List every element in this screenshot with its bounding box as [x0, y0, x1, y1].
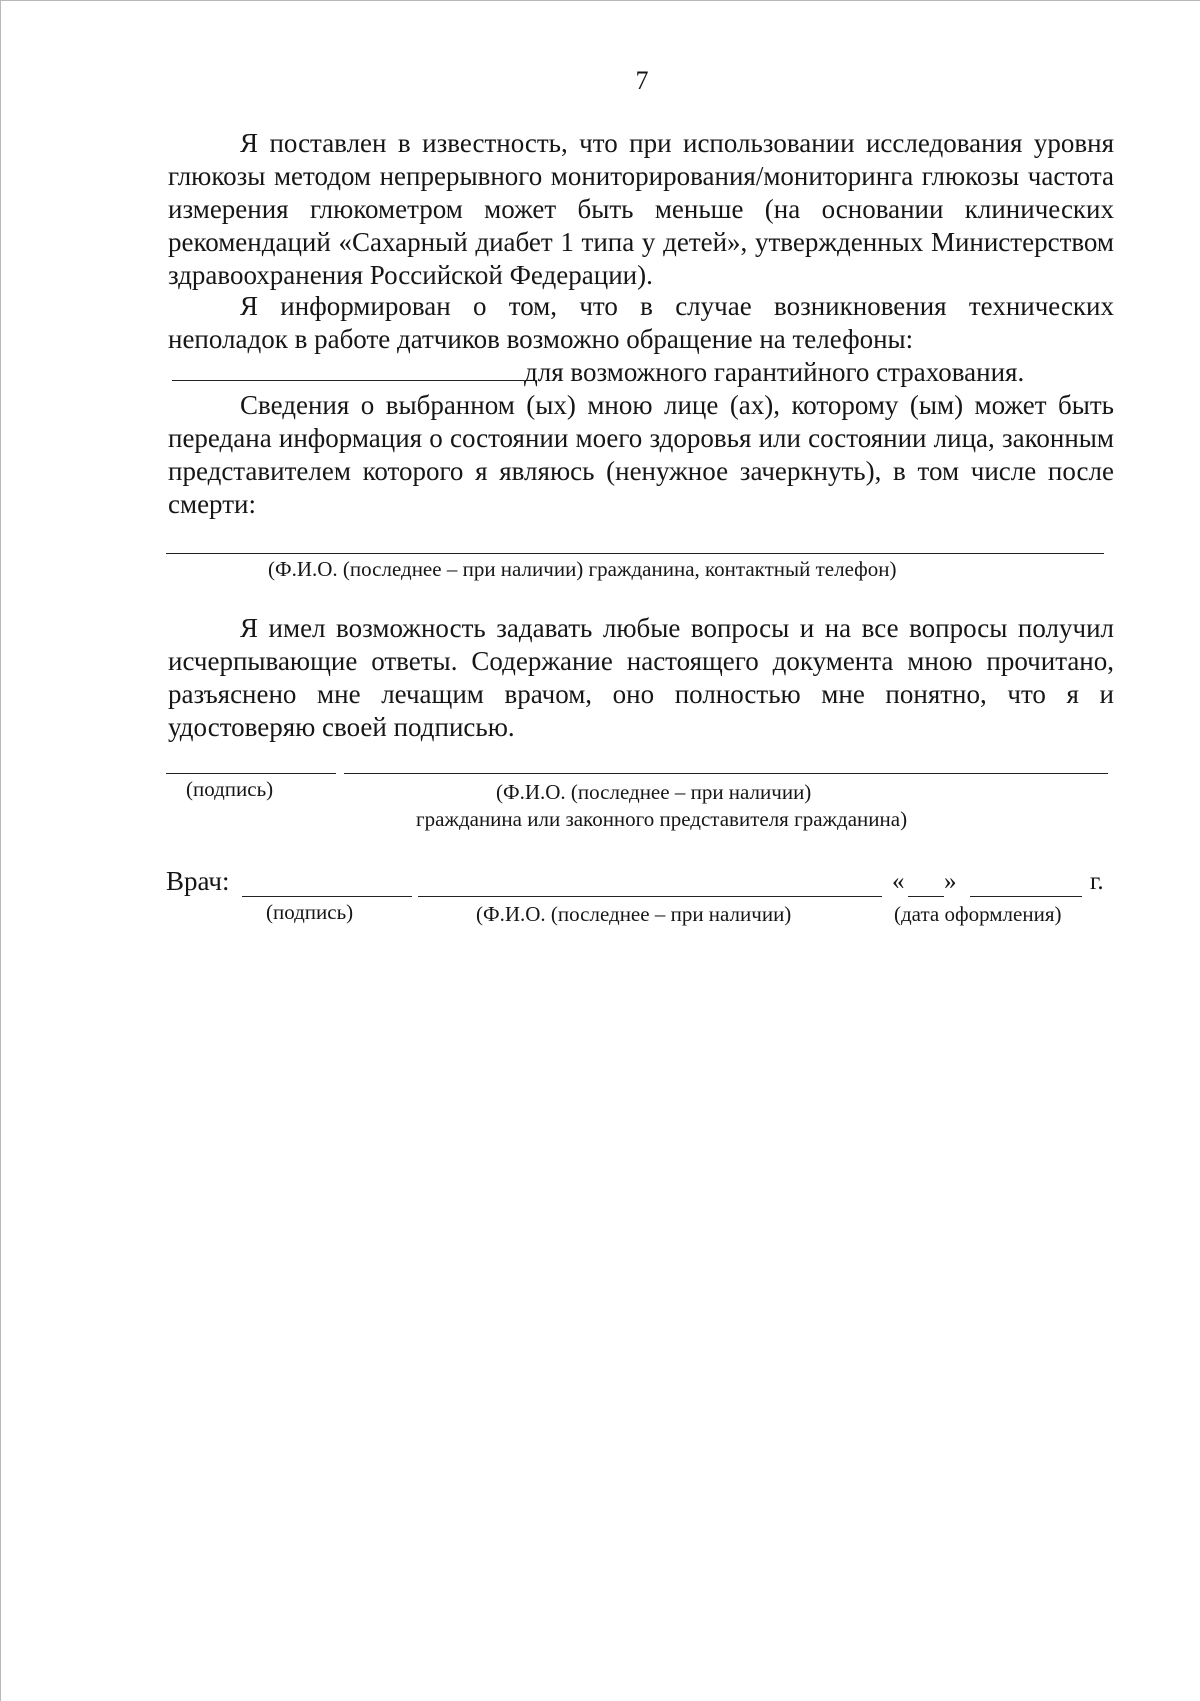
phone-blank-line[interactable]: [172, 379, 524, 381]
doctor-signature-line[interactable]: [242, 896, 412, 897]
citizen-name-line[interactable]: [344, 773, 1108, 774]
year-suffix: г.: [1090, 868, 1104, 895]
citizen-name-caption-line2: гражданина или законного представителя гражданина): [416, 807, 908, 831]
paragraph-trusted-person: Сведения о выбранном (ых) мною лице (ах), которому (ым) может быть передана информация о состоянии моего здоровья или состоянии лица, законным представителем которого я являюсь (ненужное зачеркнуть), в том числе после смерти:: [168, 390, 1114, 519]
date-close-quote: »: [944, 868, 957, 895]
citizen-name-caption-line1: (Ф.И.О. (последнее – при наличии): [496, 780, 812, 804]
paragraph-questions-answered: Я имел возможность задавать любые вопросы и на все вопросы получил исчерпывающие ответы. Содержание настоящего документа мною прочитано, разъяснено мне лечащим врачом, оно полностью мне понятно, что я и удостоверяю своей подписью.: [168, 613, 1114, 742]
paragraph-informed-frequency: Я поставлен в известность, что при использовании исследования уровня глюкозы методом непрерывного мониторирования/мониторинга глюкозы частота измерения глюкометром может быть меньше (на основании клинических рекомендаций «Сахарный диабет 1 типа у детей», утвержденных Министерством здравоохранения Российской Федерации).: [168, 128, 1114, 290]
date-caption: (дата оформления): [894, 902, 1062, 926]
scan-edge-top: [0, 0, 1200, 1]
doctor-name-line[interactable]: [418, 896, 882, 897]
technical-issues-end: для возможного гарантийного страхования.: [524, 357, 1025, 387]
scan-edge-left: [0, 0, 1, 1701]
paragraph-technical-issues: [168, 290, 1114, 389]
doctor-label: Врач:: [166, 866, 230, 896]
date-day-line[interactable]: [908, 896, 944, 897]
trusted-person-caption: (Ф.И.О. (последнее – при наличии) гражданина, контактный телефон): [268, 557, 897, 581]
citizen-signature-line[interactable]: [166, 773, 336, 774]
date-open-quote: «: [892, 868, 905, 895]
date-month-line[interactable]: [970, 896, 1082, 897]
doctor-signature-caption: (подпись): [266, 900, 354, 924]
citizen-signature-caption: (подпись): [186, 777, 274, 801]
doctor-name-caption: (Ф.И.О. (последнее – при наличии): [476, 902, 792, 926]
trusted-person-line[interactable]: [166, 553, 1104, 554]
page-number: 7: [635, 66, 649, 95]
technical-issues-text: Я информирован о том, что в случае возникновения технических неполадок в работе датчиков возможно обращение на телефоны:: [168, 291, 1114, 354]
